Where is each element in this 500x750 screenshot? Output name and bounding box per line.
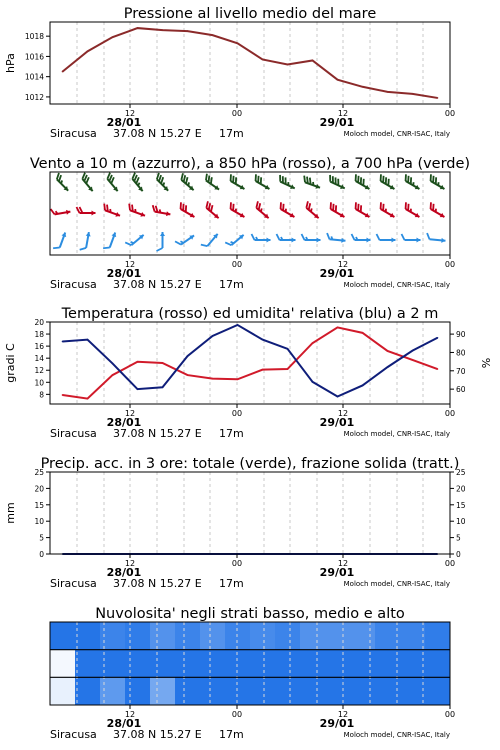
humidity-line-point [112,363,114,365]
wind-barb [402,202,423,219]
plot-frame [50,322,450,404]
panel-title: Pressione al livello medio del mare [123,6,377,22]
cloud-cell-alto [150,622,176,650]
temperature-line-point [412,359,414,361]
x-tick-label: 12 [124,559,136,568]
y2-tick-label: 70 [456,366,466,376]
y2-tick-label: 0 [456,550,461,559]
wind-barb [157,232,166,251]
cloud-cell-basso [400,677,426,705]
wind-barb [276,175,297,191]
humidity-line-point [312,381,314,383]
temperature-line-point [312,342,314,344]
cloud-cell-medio [225,650,251,678]
y-tick-label: 12 [34,366,44,376]
y-tick-label: 8 [39,390,44,400]
x-tick-label: 12 [337,710,349,719]
cloud-cell-medio [150,650,176,678]
wind-barb [80,231,92,251]
cloud-cell-alto [250,622,276,650]
date-label: 28/01 [106,416,142,429]
barb-feather [225,241,231,248]
pressure-line-point [112,36,114,38]
humidity-line-point [237,324,239,326]
pressure-line-point [137,27,139,29]
wind-barb [377,234,396,243]
barb-feather [327,233,331,239]
y2-tick-label: 80 [456,348,466,358]
cloud-cell-alto [225,622,251,650]
temperature-line-point [62,394,64,396]
cloud-cell-alto [125,622,151,650]
wind-barb [227,174,248,191]
barb-feather [127,204,132,211]
barb-head [92,211,96,216]
station-coords: 37.08 N 15.27 E [113,577,202,590]
humidity-line-point [287,348,289,350]
barb-feather [201,242,208,248]
station-coords: 37.08 N 15.27 E [113,728,202,741]
y-tick-label: 14 [34,354,44,364]
station-name: Siracusa [50,278,97,291]
station-elevation: 17m [219,278,244,291]
wind-barb [202,201,222,220]
x-tick-label: 12 [124,109,136,118]
pressure-line-point [162,29,164,31]
model-credit: Moloch model, CNR-ISAC, Italy [343,430,450,438]
panel-title: Vento a 10 m (azzurro), a 850 hPa (rosso), a 700 hPa (verde) [29,156,471,172]
date-label: 29/01 [319,717,355,730]
wind-barb [327,202,348,219]
station-name: Siracusa [50,577,97,590]
y-tick-label: 15 [34,500,44,510]
humidity-line-point [337,396,339,398]
y-tick-label: 18 [34,330,44,340]
pressure-line-point [87,51,89,53]
date-label: 28/01 [106,717,142,730]
pressure-line-point [287,64,289,66]
pressure-line-point [262,59,264,61]
barb-feather [277,234,280,240]
cloud-cell-medio [175,650,201,678]
model-credit: Moloch model, CNR-ISAC, Italy [343,580,450,588]
temperature-line-point [262,369,264,371]
x-tick-label: 12 [337,260,349,269]
cloud-cell-basso [50,677,76,705]
wind-barb [103,230,117,251]
cloud-cell-basso [150,677,176,705]
wind-barb [175,230,195,248]
station-elevation: 17m [219,728,244,741]
y2-tick-label: 15 [456,500,466,510]
wind-panel [30,156,470,291]
wind-barb [77,207,96,216]
temperature-line-point [162,362,164,364]
temperature-line-point [87,398,89,400]
humidity-line-point [87,339,89,341]
barb-feather [402,234,405,240]
barb-feather [252,234,255,240]
x-tick-label: 12 [337,109,349,118]
y-axis-label: hPa [4,53,17,73]
wind-barb [402,174,423,191]
cloud-cell-alto [50,622,76,650]
humidity-line-point [362,385,364,387]
pressure-line-point [237,42,239,44]
temperature-line-point [437,368,439,370]
cloud-cell-alto [300,622,326,650]
humidity-line [63,325,438,397]
barb-head [392,238,396,243]
wind-barb [252,234,271,243]
humidity-line-point [412,350,414,352]
y-tick-label: 16 [34,342,44,352]
barb-feather [51,208,55,214]
barb-feather [80,247,86,251]
wind-barb [426,233,446,243]
x-tick-label: 12 [124,409,136,418]
wind-barb [151,205,171,217]
wind-barb [427,174,448,191]
y-tick-label: 20 [34,484,44,494]
cloud-cell-medio [325,650,351,678]
barb-feather [302,234,305,240]
cloud-cell-alto [200,622,226,650]
temperature-line-point [187,374,189,376]
wind-barb [126,204,147,218]
cloud-cell-medio [300,650,326,678]
cloud-cell-alto [400,622,426,650]
temperature-humidity-panel [4,306,493,440]
cloud-cell-alto [75,622,101,650]
humidity-line-point [212,335,214,337]
pressure-line-point [212,34,214,36]
y2-tick-label: 20 [456,484,466,494]
date-label: 29/01 [319,267,355,280]
barb-feather [352,234,355,240]
barb-feather [53,245,60,250]
cloud-cell-medio [425,650,451,678]
wind-barb [301,176,322,190]
barb-feather [377,234,380,240]
wind-barb [252,174,273,191]
pressure-line-point [337,79,339,81]
x-tick-label: 00 [444,260,456,269]
humidity-line-point [162,387,164,389]
wind-barb [202,174,222,192]
wind-barb [79,173,98,193]
barb-feather [175,240,181,247]
wind-barb [402,234,421,243]
pressure-line [63,28,438,98]
barb-head [267,238,271,243]
wind-barb [129,173,148,193]
date-label: 28/01 [106,116,142,129]
wind-barb [51,206,71,218]
cloud-cell-basso [250,677,276,705]
cloud-cell-alto [350,622,376,650]
wind-barb [104,173,123,193]
pressure-line-point [437,97,439,99]
barb-head [417,238,421,243]
model-credit: Moloch model, CNR-ISAC, Italy [343,281,450,289]
x-tick-label: 00 [444,109,456,118]
cloud-cell-medio [50,650,76,678]
y-tick-label: 1018 [24,32,44,42]
wind-barb [153,173,172,192]
cloud-cell-basso [350,677,376,705]
temperature-line [63,327,438,398]
wind-barb [53,173,72,192]
cloud-cell-alto [425,622,451,650]
model-credit: Moloch model, CNR-ISAC, Italy [343,130,450,138]
barb-head [317,238,321,243]
panel-title: Nuvolosita' negli strati basso, medio e alto [95,606,405,622]
temperature-line-point [362,332,364,334]
wind-barb [177,202,198,219]
panel-title: Precip. acc. in 3 ore: totale (verde), frazione solida (tratt.) [40,456,460,472]
date-label: 29/01 [319,416,355,429]
pressure-line-point [412,93,414,95]
x-tick-label: 12 [337,559,349,568]
barb-feather [157,248,163,251]
wind-barb [277,234,296,243]
station-coords: 37.08 N 15.27 E [113,278,202,291]
y-tick-label: 20 [34,318,44,327]
humidity-line-point [62,341,64,343]
y-tick-label: 25 [34,468,44,477]
cloud-cell-alto [325,622,351,650]
cloud-cell-medio [75,650,101,678]
wind-barb [352,202,373,219]
station-coords: 37.08 N 15.27 E [113,127,202,140]
temperature-line-point [387,350,389,352]
barb-feather [427,233,431,239]
temperature-line-point [212,378,214,380]
wind-barb [177,173,197,192]
model-credit: Moloch model, CNR-ISAC, Italy [343,731,450,739]
humidity-line-point [187,355,189,357]
cloud-cell-medio [125,650,151,678]
cloud-cell-alto [175,622,201,650]
station-name: Siracusa [50,127,97,140]
pressure-line-point [187,30,189,32]
station-coords: 37.08 N 15.27 E [113,427,202,440]
humidity-line-point [262,339,264,341]
barb-head [441,238,445,243]
wind-barb [302,201,322,220]
barb-head [292,238,296,243]
cloud-cell-basso [175,677,201,705]
y-tick-label: 10 [34,517,44,527]
x-tick-label: 00 [444,710,456,719]
wind-barb [277,202,298,219]
cloud-cell-medio [275,650,301,678]
y-axis-label: mm [4,502,17,524]
station-elevation: 17m [219,127,244,140]
barb-feather [102,204,107,211]
cloud-cell-basso [325,677,351,705]
x-tick-label: 00 [444,409,456,418]
station-name: Siracusa [50,427,97,440]
pressure-line-point [362,86,364,88]
cloud-cell-basso [125,677,151,705]
x-tick-label: 00 [231,710,243,719]
y2-tick-label: 90 [456,330,466,340]
barb-feather [302,176,307,183]
wind-barb [326,175,347,191]
wind-barb [225,230,245,249]
pressure-line-point [312,60,314,62]
humidity-line-point [387,366,389,368]
y2-tick-label: 60 [456,385,466,395]
wind-barb [252,201,272,220]
x-tick-label: 00 [231,109,243,118]
station-elevation: 17m [219,577,244,590]
wind-barb [377,174,398,191]
plot-frame [50,472,450,554]
panel-title: Temperatura (rosso) ed umidita' relativa (blu) a 2 m [61,306,439,322]
y-axis-label: gradi C [4,343,17,383]
wind-barb [53,230,67,251]
cloud-cell-basso [425,677,451,705]
pressure-panel [4,6,455,140]
cloud-cover-panel [50,606,455,741]
y2-axis-label: % [480,357,493,369]
y-tick-label: 10 [34,378,44,388]
y-tick-label: 1012 [24,92,44,102]
x-tick-label: 00 [231,559,243,568]
y2-tick-label: 25 [456,468,466,477]
temperature-line-point [112,374,114,376]
y2-tick-label: 10 [456,517,466,527]
station-name: Siracusa [50,728,97,741]
y-tick-label: 0 [39,550,44,559]
barb-head [160,232,165,236]
x-tick-label: 00 [444,559,456,568]
wind-barb [352,234,371,243]
temperature-line-point [237,378,239,380]
wind-barb [427,202,448,219]
x-tick-label: 00 [231,409,243,418]
wind-barb [352,174,373,191]
cloud-cell-medio [200,650,226,678]
temperature-line-point [137,361,139,363]
cloud-cell-alto [275,622,301,650]
date-label: 29/01 [319,116,355,129]
wind-barb [302,234,321,243]
wind-barb [377,202,398,219]
y-tick-label: 1016 [24,52,44,62]
x-tick-label: 12 [337,409,349,418]
temperature-line-point [337,327,339,329]
pressure-line-point [62,71,64,73]
cloud-cell-basso [75,677,101,705]
cloud-cell-medio [250,650,276,678]
humidity-line-point [437,337,439,339]
temperature-line-point [287,368,289,370]
y-tick-label: 1014 [24,72,44,82]
pressure-line-point [387,91,389,93]
precipitation-panel [4,456,466,590]
cloud-cell-basso [200,677,226,705]
cloud-cell-medio [350,650,376,678]
y2-tick-label: 5 [456,533,461,543]
wind-barb [125,230,145,249]
date-label: 28/01 [106,566,142,579]
y-tick-label: 5 [39,533,44,543]
x-tick-label: 00 [231,260,243,269]
date-label: 28/01 [106,267,142,280]
x-tick-label: 12 [124,710,136,719]
humidity-line-point [137,388,139,390]
cloud-cell-basso [275,677,301,705]
cloud-cell-basso [225,677,251,705]
cloud-cell-basso [300,677,326,705]
station-elevation: 17m [219,427,244,440]
date-label: 29/01 [319,566,355,579]
x-tick-label: 12 [124,260,136,269]
cloud-cell-medio [400,650,426,678]
